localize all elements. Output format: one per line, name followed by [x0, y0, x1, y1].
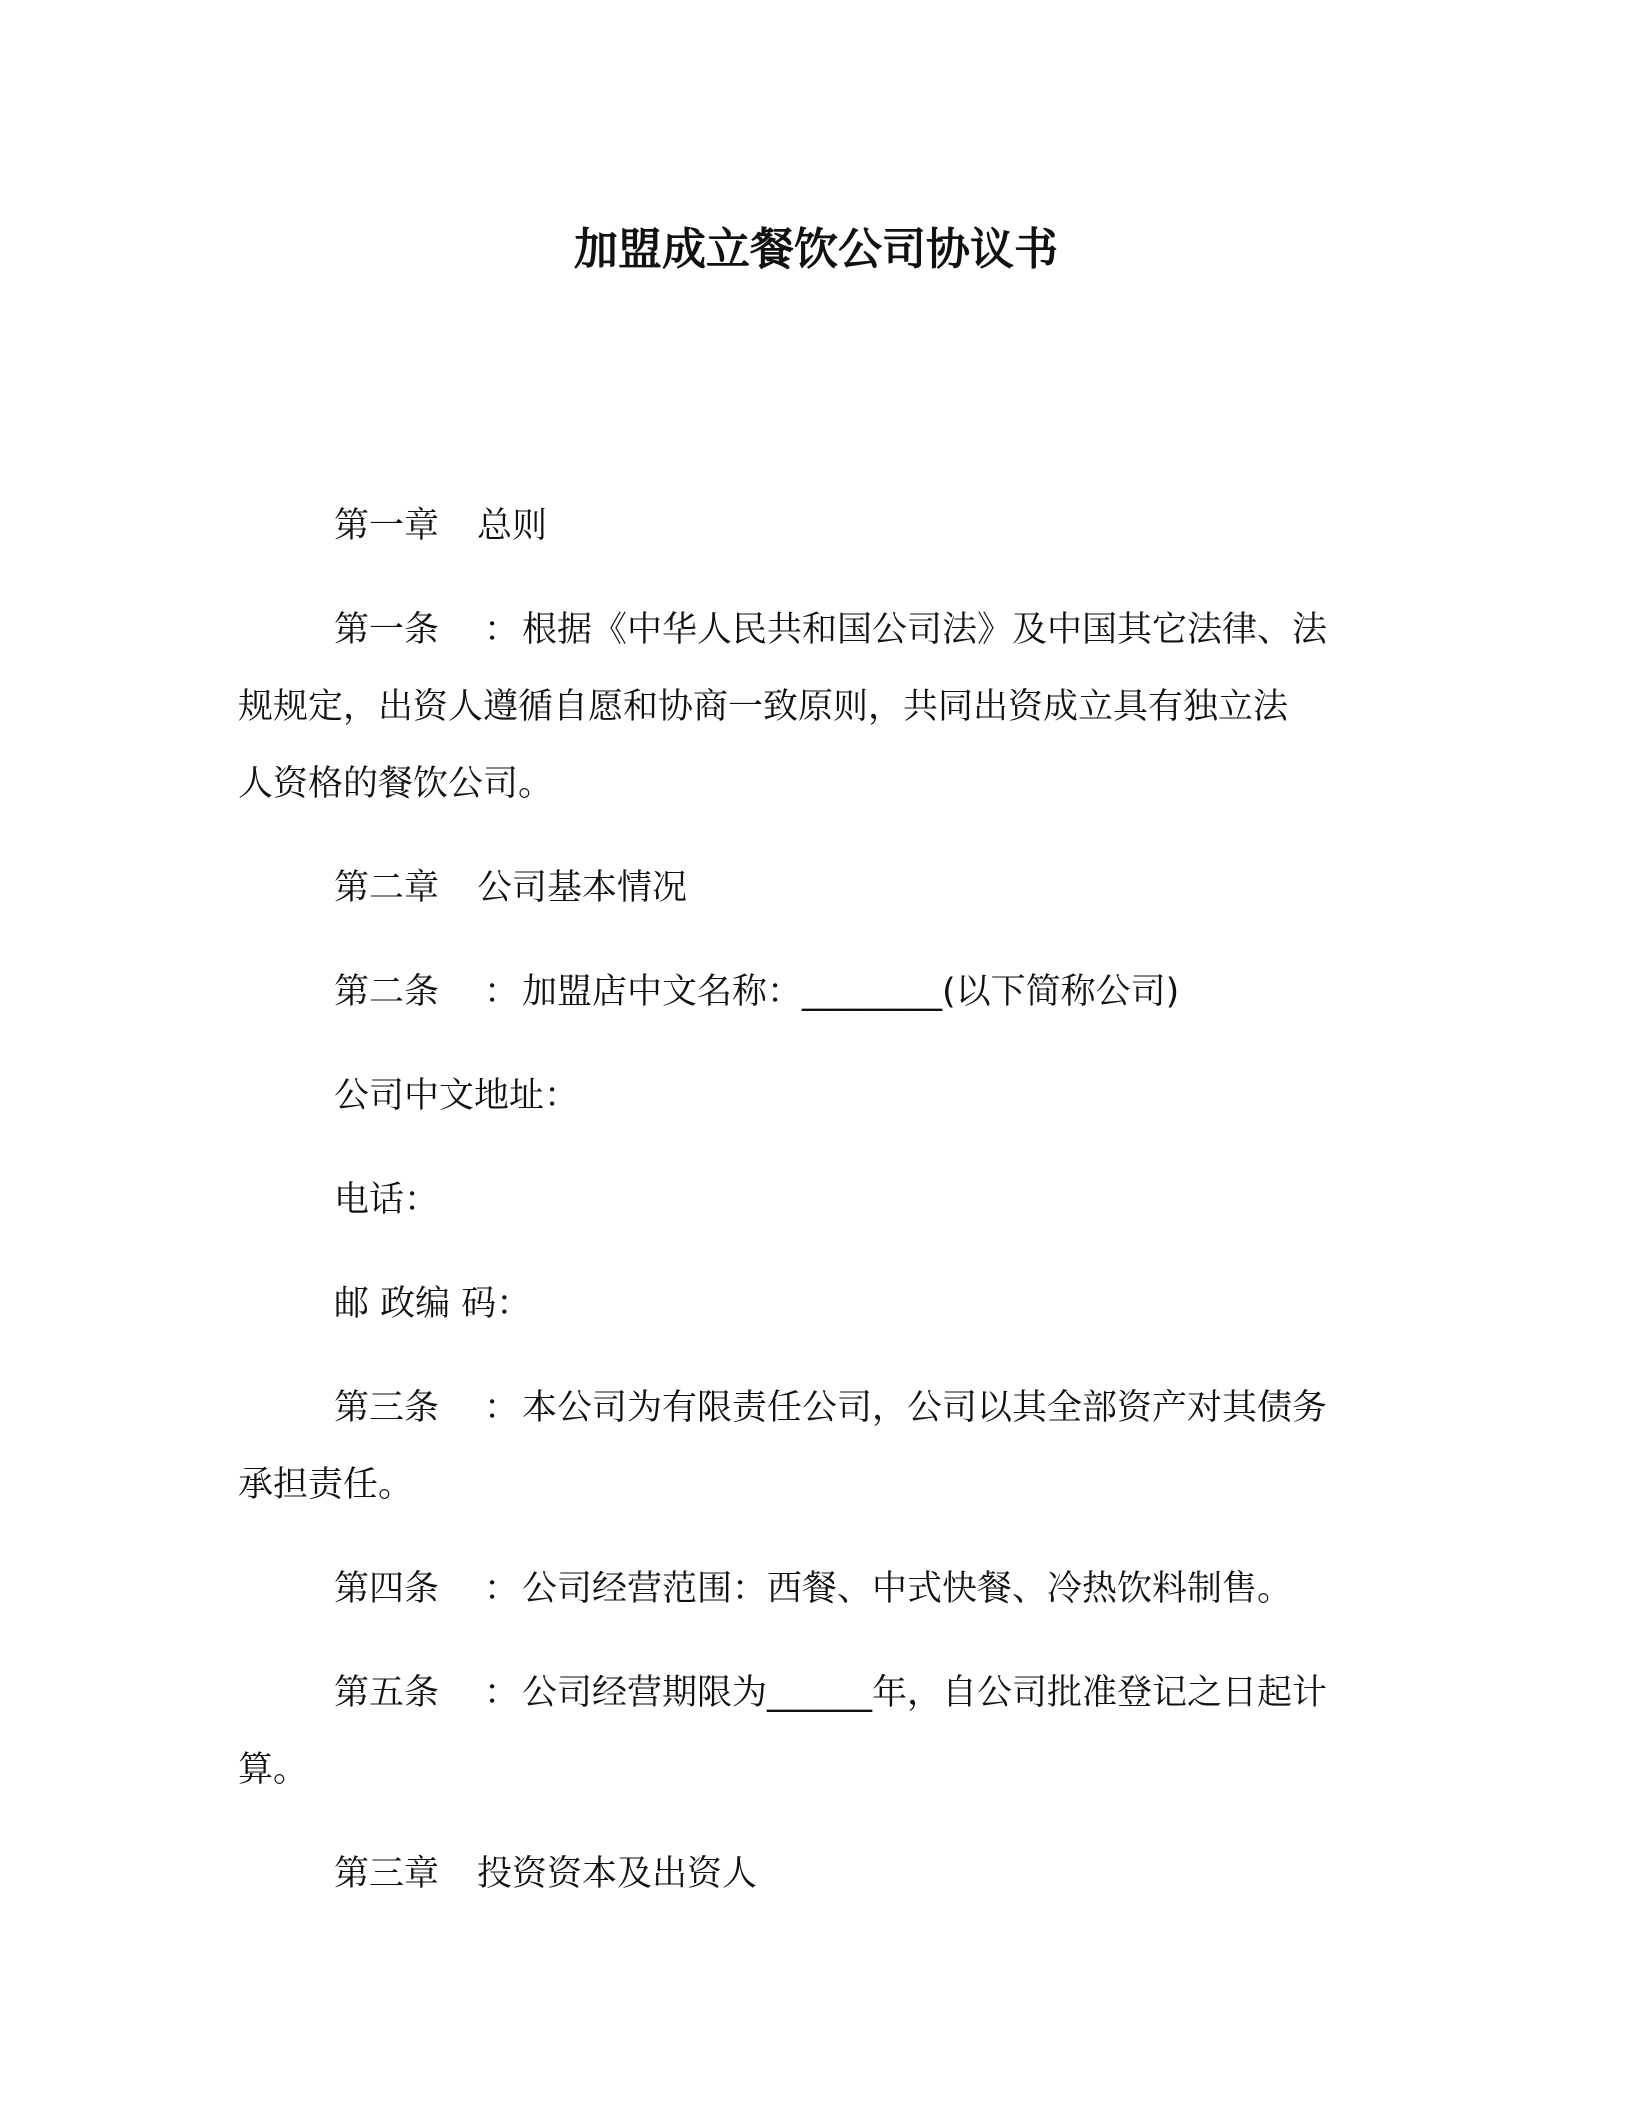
chapter-title: 公司基本情况 [477, 868, 688, 908]
chapter-title: 投资资本及出资人 [477, 1854, 758, 1894]
chapter-label: 第一章 [334, 506, 440, 546]
article-text: 加盟店中文名称：________(以下简称公司) [522, 972, 1180, 1012]
article-2 [238, 954, 1388, 1031]
article-label: 第五条 [334, 1673, 440, 1713]
article-label: 第二条 [334, 972, 440, 1012]
article-colon: ： [484, 610, 520, 650]
chapter-heading-1 [238, 488, 1388, 565]
company-address-field: 公司中文地址： [334, 1076, 580, 1116]
chapter-label: 第二章 [334, 868, 440, 908]
chapter-label: 第三章 [334, 1854, 440, 1894]
article-text: 公司经营期限为______年，自公司批准登记之日起计 [522, 1673, 1328, 1713]
chapter-title: 总则 [477, 506, 548, 546]
article-text: 本公司为有限责任公司，公司以其全部资产对其债务 [522, 1388, 1328, 1428]
document-title: 加盟成立餐饮公司协议书 [574, 224, 1058, 275]
article-3-line-1 [238, 1370, 1388, 1447]
article-1-line-3: 人资格的餐饮公司。 [238, 764, 554, 804]
postcode-field: 邮 政编 码： [334, 1284, 532, 1324]
chapter-heading-3 [238, 1836, 1388, 1913]
article-5-line-2: 算。 [238, 1750, 309, 1790]
article-label: 第一条 [334, 610, 440, 650]
article-colon: ： [484, 1388, 520, 1428]
article-5-line-1 [238, 1655, 1388, 1732]
article-label: 第四条 [334, 1569, 440, 1609]
article-text: 根据《中华人民共和国公司法》及中国其它法律、法 [522, 610, 1328, 650]
article-3-line-2: 承担责任。 [238, 1465, 414, 1505]
article-1-line-2: 规规定，出资人遵循自愿和协商一致原则，共同出资成立具有独立法 [238, 687, 1289, 727]
article-text: 公司经营范围：西餐、中式快餐、冷热饮料制售。 [522, 1569, 1293, 1609]
article-colon: ： [484, 1673, 520, 1713]
article-1-line-1 [238, 592, 1388, 669]
article-label: 第三条 [334, 1388, 440, 1428]
article-4 [238, 1551, 1388, 1628]
article-colon: ： [484, 972, 520, 1012]
chapter-heading-2 [238, 850, 1388, 927]
phone-field: 电话： [334, 1180, 440, 1220]
article-colon: ： [484, 1569, 520, 1609]
document-body [238, 488, 1388, 1913]
